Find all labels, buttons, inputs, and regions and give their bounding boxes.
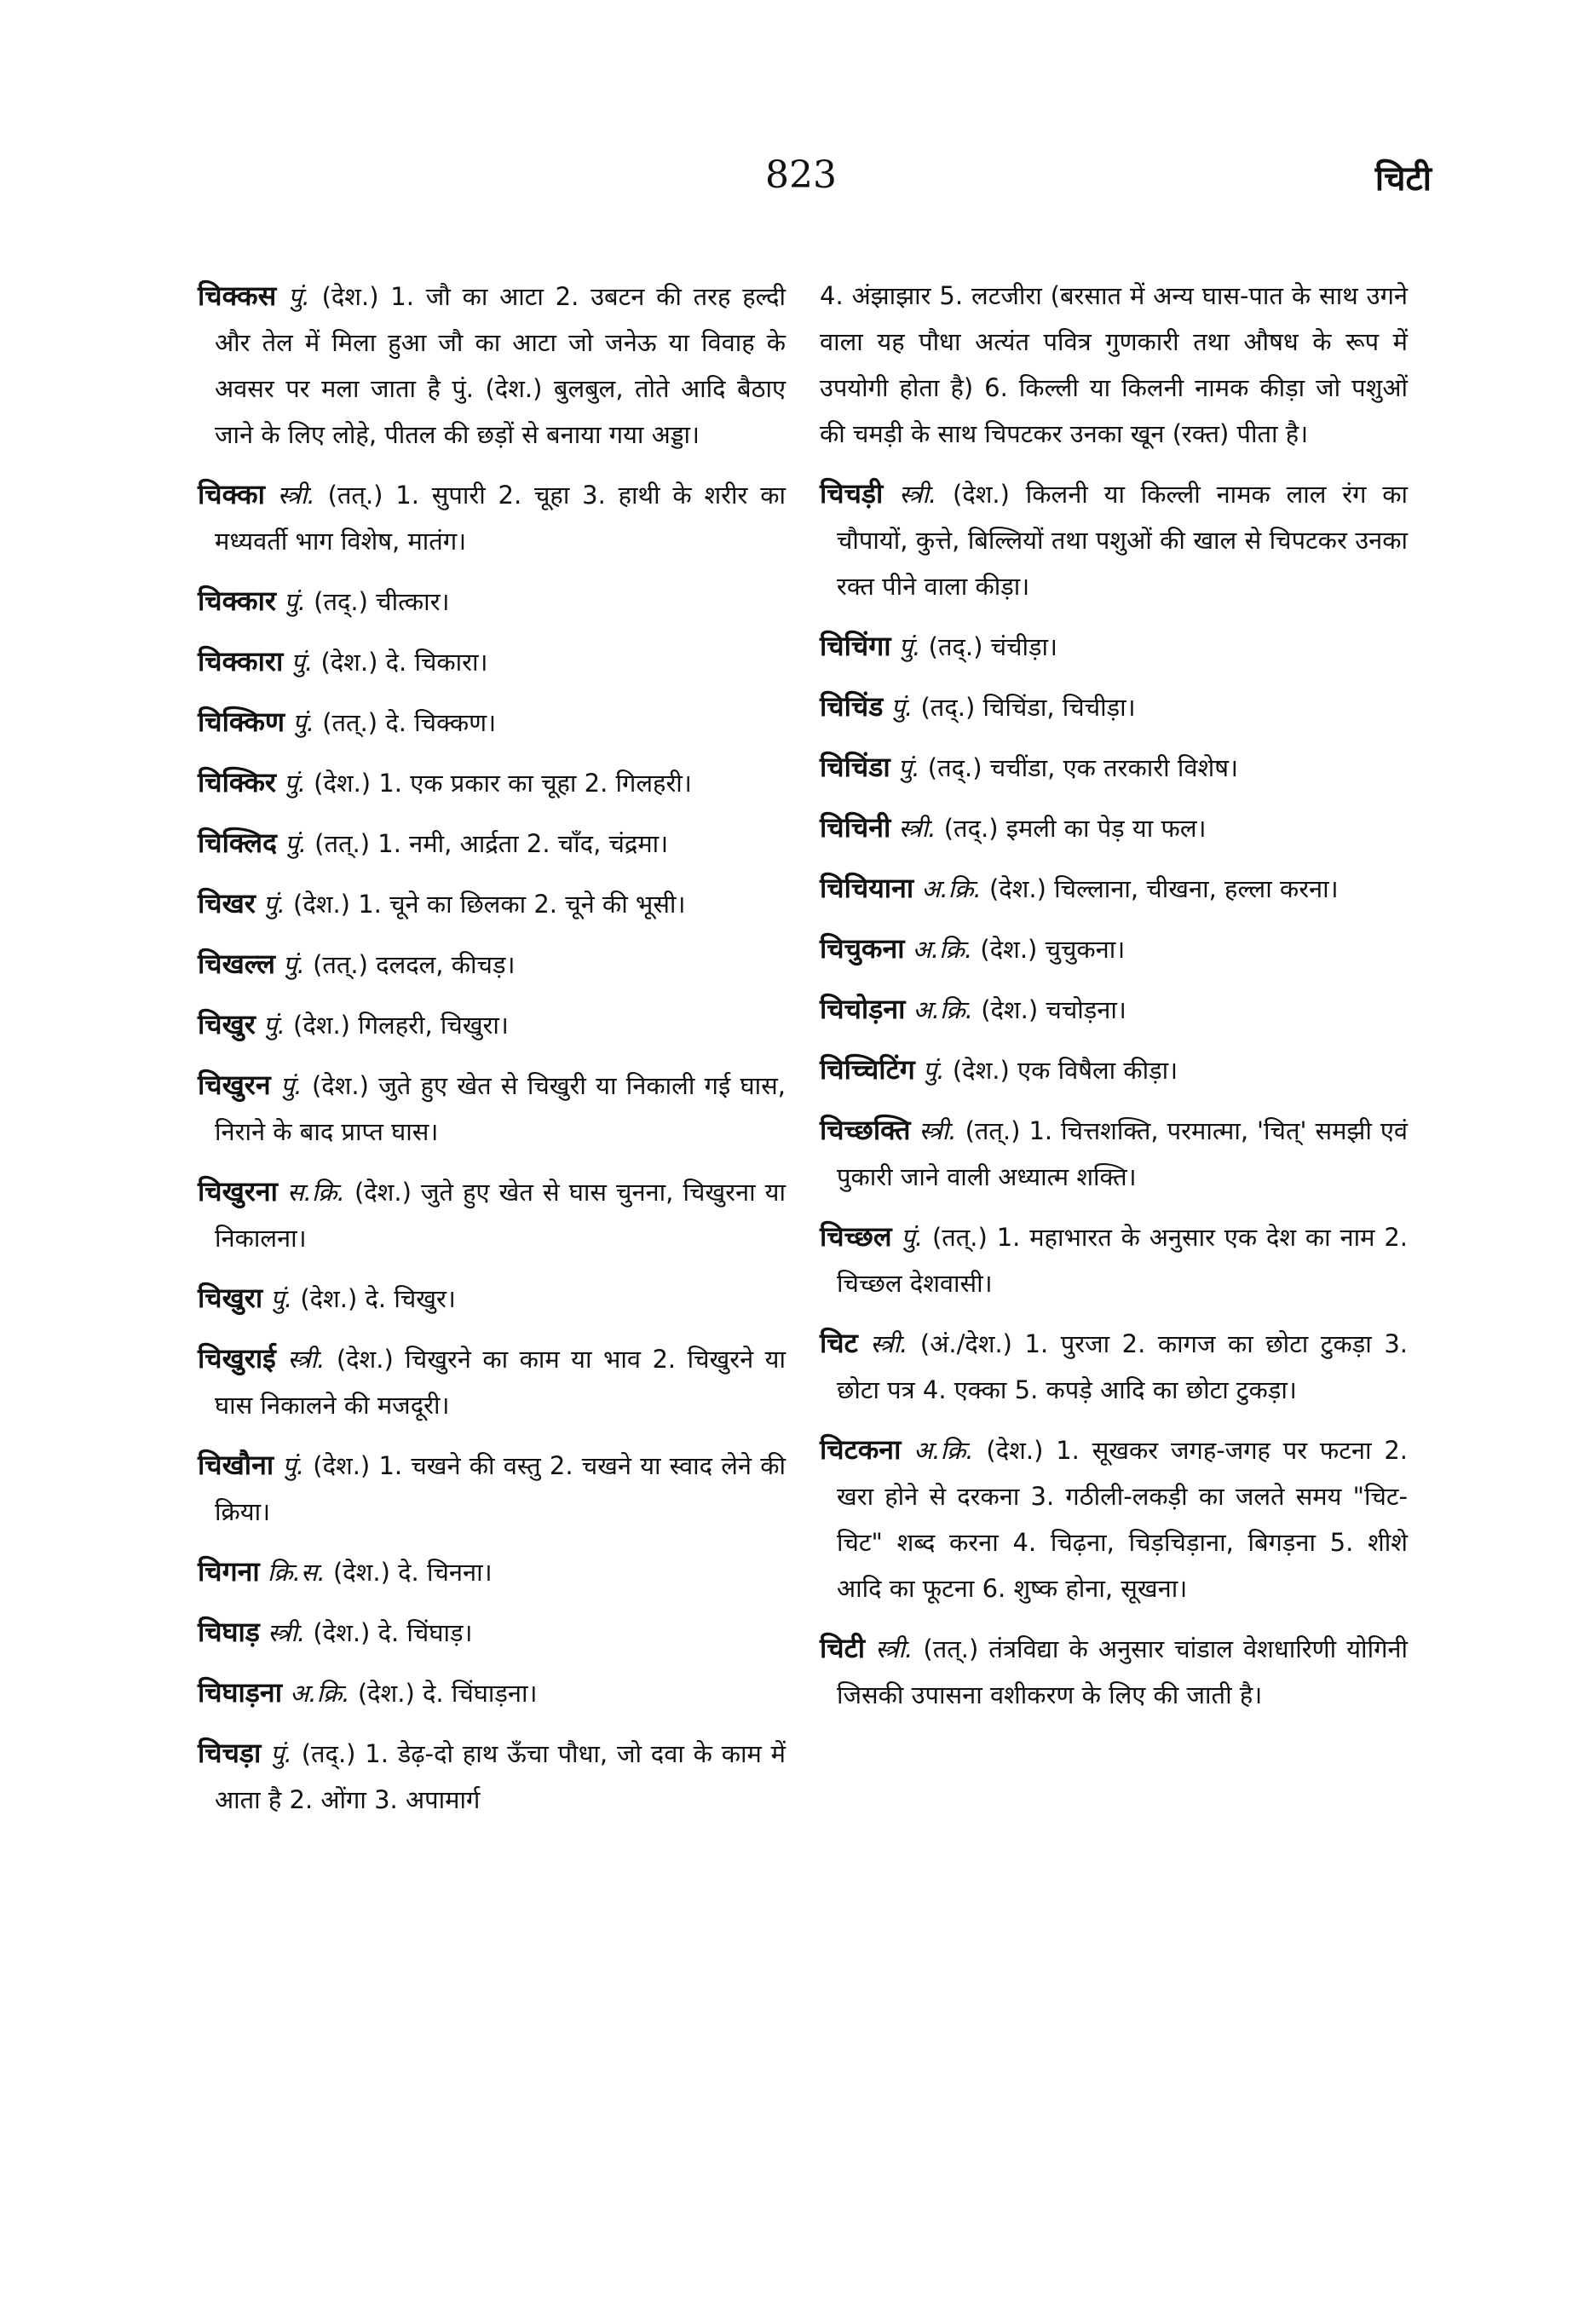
- entry-grammar: पुं.: [897, 753, 920, 782]
- entry-definition: (तत्.) 1. महाभारत के अनुसार एक देश का नाम 2. चिच्छल देशवासी।: [837, 1223, 1409, 1298]
- entry-headword: चिखुर: [198, 1008, 256, 1040]
- entry-definition: (देश.) 1. सूखकर जगह-जगह पर फटना 2. खरा होने से दरकना 3. गठीली-लकड़ी का जलते समय "चिट-चिट" शब्द करना 4. चिढ़ना, चिड़चिड़ाना, बिगड़ना 5. शीशे आदि का फूटना 6. शुष्क होना, सूखना।: [837, 1436, 1408, 1603]
- entry-grammar: स्त्री.: [287, 1345, 326, 1374]
- entry-headword: चिक्लिद: [198, 827, 278, 859]
- entry-definition: (देश.) गिलहरी, चिखुरा।: [293, 1011, 509, 1040]
- entry-definition: (तत्.) 1. नमी, आर्द्रता 2. चाँद, चंद्रमा।: [314, 829, 669, 858]
- entry-definition: (देश.) दे. चिकारा।: [320, 648, 488, 677]
- page-number: 823: [765, 153, 837, 197]
- left-column: [198, 273, 786, 1836]
- entry-definition: (देश.) दे. चिनना।: [332, 1558, 493, 1587]
- entry-headword: चिचड़ी: [820, 477, 884, 510]
- entry-grammar: पुं.: [284, 587, 306, 616]
- entry-grammar: पुं.: [270, 1739, 292, 1768]
- dictionary-entry: [198, 1062, 786, 1155]
- entry-grammar: स्त्री.: [898, 814, 936, 843]
- entry-definition: (देश.) 1. एक प्रकार का चूहा 2. गिलहरी।: [314, 769, 692, 798]
- entry-definition: (देश.) दे. चिंघाड़ना।: [357, 1679, 538, 1708]
- dictionary-entry: [820, 623, 1408, 670]
- entry-headword: चिखल्ल: [198, 948, 275, 980]
- entry-grammar: स्त्री.: [919, 1116, 957, 1145]
- entry-definition: (तत्.) 1. चित्तशक्ति, परमात्मा, 'चित्' समझी एवं पुकारी जाने वाली अध्यात्म शक्ति।: [837, 1116, 1409, 1191]
- entry-headword: चिखुरना: [198, 1175, 278, 1207]
- entry-definition: (देश.) जुते हुए खेत से घास चुनना, चिखुरना या निकालना।: [215, 1178, 786, 1253]
- entry-grammar: पुं.: [288, 282, 310, 311]
- dictionary-entry: [198, 1609, 786, 1656]
- dictionary-entry: [198, 1168, 786, 1261]
- dictionary-entry: [198, 1335, 786, 1428]
- entry-headword: चिखुरन: [198, 1069, 271, 1101]
- entry-headword: चिचोड़ना: [820, 993, 906, 1025]
- entry-definition: (तत्.) दलदल, कीचड़।: [313, 950, 516, 979]
- entry-definition: (तत्.) दे. चिक्कण।: [322, 708, 497, 737]
- entry-grammar: पुं.: [283, 950, 305, 979]
- entry-grammar: पुं.: [292, 708, 314, 737]
- dictionary-entry: [820, 1046, 1408, 1093]
- entry-headword: चिक्कारा: [198, 645, 284, 677]
- entry-grammar: स्त्री.: [277, 481, 315, 510]
- entry-grammar: स्त्री.: [870, 1329, 908, 1358]
- entry-headword: चिघाड़: [198, 1616, 260, 1648]
- entry-definition: (तद्.) 1. डेढ़-दो हाथ ऊँचा पौधा, जो दवा के काम में आता है 2. ओंगा 3. अपामार्ग: [215, 1739, 786, 1814]
- dictionary-entry: [820, 1625, 1408, 1718]
- entry-definition: (तद्.) चीत्कार।: [314, 587, 450, 616]
- dictionary-entry: [198, 1669, 786, 1716]
- entry-grammar: अ.क्रि.: [913, 995, 973, 1024]
- entry-definition: (देश.) चिल्लाना, चीखना, हल्ला करना।: [988, 874, 1339, 903]
- dictionary-entry: [198, 578, 786, 625]
- dictionary-entry: [198, 820, 786, 867]
- right-column: [820, 273, 1408, 1732]
- dictionary-entry: [198, 941, 786, 988]
- dictionary-entry: [820, 804, 1408, 851]
- entry-grammar: क्रि.स.: [267, 1558, 326, 1587]
- entry-headword: चिखुराई: [198, 1342, 276, 1375]
- entry-headword: चिक्कस: [198, 280, 277, 312]
- entry-headword: चिचिंड: [820, 690, 884, 723]
- entry-headword: चिच्चिटिंग: [820, 1053, 915, 1086]
- entry-definition: (देश.) दे. चिखुर।: [300, 1284, 456, 1313]
- entry-definition: (देश.) जुते हुए खेत से चिखुरी या निकाली गई घास, निराने के बाद प्राप्त घास।: [215, 1071, 786, 1146]
- entry-grammar: अ.क्रि.: [913, 1436, 974, 1465]
- dictionary-entry: [198, 1442, 786, 1535]
- entry-headword: चिक्किण: [198, 706, 285, 738]
- entry-grammar: स्त्री.: [268, 1618, 306, 1647]
- entry-headword: चिच्छल: [820, 1220, 892, 1253]
- dictionary-entry: [820, 1107, 1408, 1200]
- entry-grammar: अ.क्रि.: [912, 935, 973, 964]
- entry-grammar: पुं.: [901, 1223, 924, 1252]
- dictionary-entry: [198, 759, 786, 806]
- entry-definition: (अं./देश.) 1. पुरजा 2. कागज का छोटा टुकड़ा 3. छोटा पत्र 4. एक्का 5. कपड़े आदि का छोटा टुकड़ा।: [837, 1329, 1408, 1404]
- entry-grammar: पुं.: [284, 769, 306, 798]
- dictionary-entry: [198, 1730, 786, 1823]
- dictionary-entry: [820, 986, 1408, 1033]
- entry-definition: (तत्.) 1. सुपारी 2. चूहा 3. हाथी के शरीर का मध्यवर्ती भाग विशेष, मातंग।: [215, 481, 786, 556]
- entry-headword: चिचियाना: [820, 872, 914, 904]
- entry-definition: (देश.) चचोड़ना।: [981, 995, 1126, 1024]
- entry-definition: (देश.) किलनी या किल्ली नामक लाल रंग का चौपायों, कुत्ते, बिल्लियों तथा पशुओं की खाल से चिपटकर उनका रक्त पीने वाला कीड़ा।: [837, 480, 1409, 601]
- entry-headword: चिचिंगा: [820, 630, 891, 662]
- entry-headword: चिखुरा: [198, 1282, 263, 1314]
- entry-headword: चिटी: [820, 1632, 866, 1664]
- entry-headword: चिचिनी: [820, 811, 891, 844]
- dictionary-entry: [198, 880, 786, 927]
- entry-grammar: पुं.: [890, 693, 913, 722]
- dictionary-entry: [820, 470, 1408, 609]
- entry-definition: (देश.) 1. चखने की वस्तु 2. चखने या स्वाद लेने की क्रिया।: [215, 1451, 786, 1526]
- entry-grammar: पुं.: [263, 890, 285, 919]
- entry-headword: चिक्का: [198, 478, 265, 510]
- entry-definition: (तद्.) इमली का पेड़ या फल।: [943, 814, 1207, 843]
- entry-grammar: स्त्री.: [899, 480, 937, 509]
- entry-definition: (तद्.) चचींडा, एक तरकारी विशेष।: [927, 753, 1238, 782]
- entry-headword: चिगना: [198, 1555, 260, 1588]
- dictionary-entry: [820, 865, 1408, 912]
- entry-definition: (तद्.) चिचिंडा, चिचीड़ा।: [920, 693, 1136, 722]
- entry-grammar: पुं.: [291, 648, 314, 677]
- entry-grammar: अ.क्रि.: [921, 874, 982, 903]
- entry-definition: (देश.) दे. चिंघाड़।: [313, 1618, 473, 1647]
- dictionary-entry: [820, 1320, 1408, 1413]
- entry-headword: चिक्किर: [198, 766, 277, 798]
- entry-grammar: स्त्री.: [875, 1634, 913, 1663]
- entry-definition: (देश.) एक विषैला कीड़ा।: [952, 1056, 1178, 1085]
- dictionary-entry: [820, 744, 1408, 791]
- dictionary-entry: [198, 1548, 786, 1595]
- entry-definition: (देश.) चिखुरने का काम या भाव 2. चिखुरने या घास निकालने की मजदूरी।: [215, 1345, 786, 1420]
- entry-grammar: पुं.: [922, 1056, 945, 1085]
- entry-headword: चिघाड़ना: [198, 1676, 282, 1709]
- entry-headword: चिचुकना: [820, 932, 905, 965]
- entry-definition: (तद्.) चंचीड़ा।: [928, 632, 1058, 661]
- entry-grammar: पुं.: [270, 1284, 293, 1313]
- dictionary-entry: [198, 273, 786, 458]
- entry-definition: (देश.) चुचुकना।: [980, 935, 1126, 964]
- entry-headword: चिट: [820, 1327, 858, 1359]
- entry-grammar: पुं.: [898, 632, 921, 661]
- entry-grammar: पुं.: [263, 1011, 285, 1040]
- dictionary-entry: [820, 1427, 1408, 1611]
- entry-definition: (देश.) 1. चूने का छिलका 2. चूने की भूसी।: [293, 890, 686, 919]
- dictionary-entry: [820, 1213, 1408, 1306]
- dictionary-entry: [198, 1001, 786, 1048]
- entry-headword: चिखर: [198, 887, 256, 919]
- entry-definition: (तत्.) तंत्रविद्या के अनुसार चांडाल वेशधारिणी योगिनी जिसकी उपासना वशीकरण के लिए की जाती है।: [837, 1634, 1409, 1709]
- entry-grammar: अ.क्रि.: [290, 1679, 350, 1708]
- dictionary-entry: [198, 1275, 786, 1322]
- entry-headword: चिच्छक्ति: [820, 1114, 911, 1146]
- entry-headword: चिचड़ा: [198, 1737, 262, 1769]
- entry-grammar: पुं.: [285, 829, 307, 858]
- entry-grammar: पुं.: [279, 1071, 302, 1100]
- dictionary-entry: [198, 638, 786, 685]
- entry-headword: चिखौना: [198, 1449, 274, 1481]
- guide-word: चिटी: [1374, 159, 1432, 199]
- entry-headword: चिक्कार: [198, 585, 277, 617]
- dictionary-entry: [198, 471, 786, 564]
- entry-headword: चिटकना: [820, 1433, 902, 1466]
- dictionary-entry: [820, 925, 1408, 972]
- entry-headword: चिचिंडा: [820, 751, 890, 783]
- dictionary-entry: [820, 683, 1408, 730]
- entry-grammar: पुं.: [282, 1451, 305, 1480]
- entry-definition: (देश.) 1. जौ का आटा 2. उबटन की तरह हल्दी और तेल में मिला हुआ जौ का आटा जो जनेऊ या विवाह के अवसर पर मला जाता है पुं. (देश.) बुलबुल, तोते आदि बैठाए जाने के लिए लोहे, पीतल की छड़ों से बनाया गया अड्डा।: [215, 282, 786, 449]
- entry-grammar: स.क्रि.: [287, 1178, 345, 1207]
- entry-continuation: 4. अंझाझार 5. लटजीरा (बरसात में अन्य घास-पात के साथ उगने वाला यह पौधा अत्यंत पवित्र गुणकारी तथा औषध के रूप में उपयोगी होता है) 6. किल्ली या किलनी नामक कीड़ा जो पशुओं की चमड़ी के साथ चिपटकर उनका खून (रक्त) पीता है।: [820, 281, 1408, 448]
- dictionary-entry: [198, 699, 786, 746]
